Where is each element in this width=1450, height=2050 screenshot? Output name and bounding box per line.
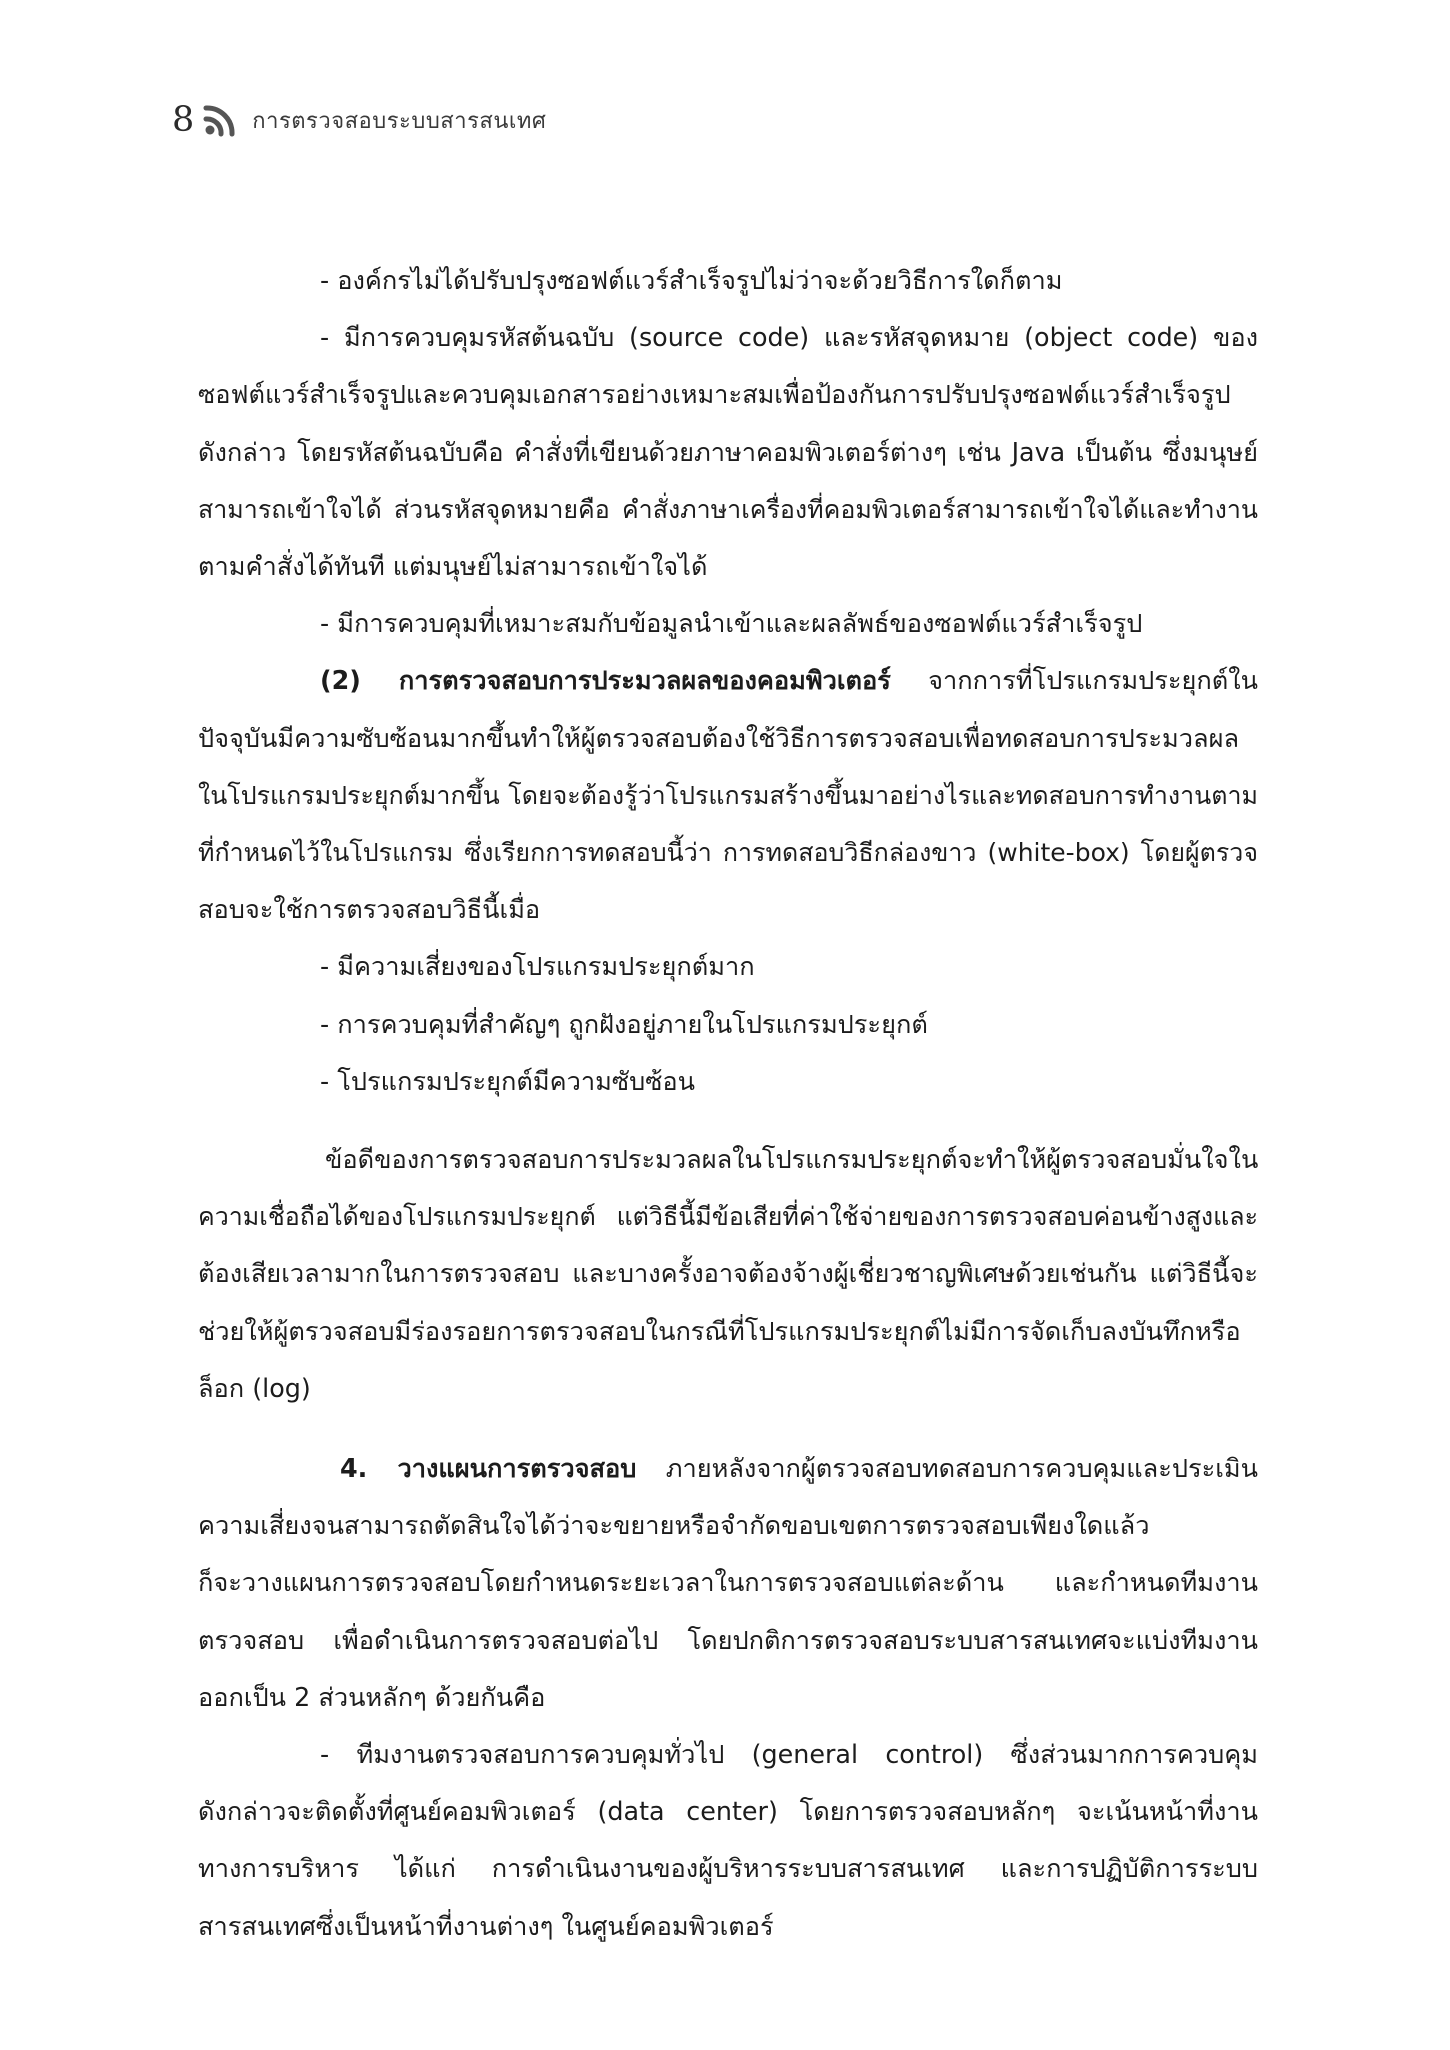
page-number: 8 xyxy=(172,100,195,140)
paragraph-line: สอบจะใช้การตรวจสอบวิธีนี้เมื่อ xyxy=(198,894,541,925)
paragraph-line: ซอฟต์แวร์สำเร็จรูปและควบคุมเอกสารอย่างเหมาะสมเพื่อป้องกันการปรับปรุงซอฟต์แวร์สำเร็จรูป xyxy=(198,379,1231,410)
running-header-title: การตรวจสอบระบบสารสนเทศ xyxy=(252,109,547,134)
bullet-line: - มีความเสี่ยงของโปรแกรมประยุกต์มาก xyxy=(320,951,755,982)
paragraph-line: ข้อดีของการตรวจสอบการประมวลผลในโปรแกรมประยุกต์จะทำให้ผู้ตรวจสอบมั่นใจใน xyxy=(325,1144,1259,1175)
paragraph-line: ก็จะวางแผนการตรวจสอบโดยกำหนดระยะเวลาในการตรวจสอบแต่ละด้าน และกำหนดทีมงาน xyxy=(198,1567,1258,1598)
document-body xyxy=(198,252,1258,1955)
section-heading-line xyxy=(198,1440,1258,1497)
paragraph-line: ในโปรแกรมประยุกต์มากขึ้น โดยจะต้องรู้ว่าโปรแกรมสร้างขึ้นมาอย่างไรและทดสอบการทำงานตาม xyxy=(198,780,1258,810)
paragraph-line: ปัจจุบันมีความซับซ้อนมากขึ้นทำให้ผู้ตรวจสอบต้องใช้วิธีการตรวจสอบเพื่อทดสอบการประมวลผล xyxy=(198,722,1240,753)
paragraph-text: ภายหลังจากผู้ตรวจสอบทดสอบการควบคุมและประเมิน xyxy=(665,1453,1259,1484)
bullet-line: - การควบคุมที่สำคัญๆ ถูกฝังอยู่ภายในโปรแกรมประยุกต์ xyxy=(320,1008,928,1039)
paragraph-line: สามารถเข้าใจได้ ส่วนรหัสจุดหมายคือ คำสั่งภาษาเครื่องที่คอมพิวเตอร์สามารถเข้าใจได้และทำงาน xyxy=(198,494,1258,524)
paragraph-line: ความเชื่อถือได้ของโปรแกรมประยุกต์ แต่วิธีนี้มีข้อเสียที่ค่าใช้จ่ายของการตรวจสอบค่อนข้างสูงและ xyxy=(198,1202,1258,1232)
paragraph-line: ออกเป็น 2 ส่วนหลักๆ ด้วยกันคือ xyxy=(198,1681,546,1712)
paragraph-line: ทางการบริหาร ได้แก่ การดำเนินงานของผู้บริหารระบบสารสนเทศ และการปฏิบัติการระบบ xyxy=(198,1853,1258,1884)
paragraph-line: ดังกล่าวจะติดตั้งที่ศูนย์คอมพิวเตอร์ (data center) โดยการตรวจสอบหลักๆ จะเน้นหน้าที่งาน xyxy=(198,1796,1258,1827)
section-heading-line xyxy=(198,652,1258,709)
paragraph-line: ล็อก (log) xyxy=(198,1372,311,1403)
section-heading: 4. วางแผนการตรวจสอบ xyxy=(340,1453,637,1484)
paragraph-line: ความเสี่ยงจนสามารถตัดสินใจได้ว่าจะขยายหรือจำกัดขอบเขตการตรวจสอบเพียงใดแล้ว xyxy=(198,1510,1150,1541)
paragraph-line: ตามคำสั่งได้ทันที แต่มนุษย์ไม่สามารถเข้าใจได้ xyxy=(198,551,708,582)
paragraph-line: ช่วยให้ผู้ตรวจสอบมีร่องรอยการตรวจสอบในกรณีที่โปรแกรมประยุกต์ไม่มีการจัดเก็บลงบันทึกหรือ xyxy=(198,1315,1241,1346)
paragraph-line: ที่กำหนดไว้ในโปรแกรม ซึ่งเรียกการทดสอบนี้ว่า การทดสอบวิธีกล่องขาว (white-box) โดยผู้ตรวจ xyxy=(198,838,1258,868)
bullet-line: - ทีมงานตรวจสอบการควบคุมทั่วไป (general control) ซึ่งส่วนมากการควบคุม xyxy=(320,1739,1258,1770)
paragraph-line: สารสนเทศซึ่งเป็นหน้าที่งานต่างๆ ในศูนย์คอมพิวเตอร์ xyxy=(198,1910,774,1941)
bullet-line: - มีการควบคุมรหัสต้นฉบับ (source code) และรหัสจุดหมาย (object code) ของ xyxy=(320,322,1258,353)
paragraph-text: จากการที่โปรแกรมประยุกต์ใน xyxy=(928,665,1258,696)
paragraph-line: ตรวจสอบ เพื่อดำเนินการตรวจสอบต่อไป โดยปกติการตรวจสอบระบบสารสนเทศจะแบ่งทีมงาน xyxy=(198,1624,1258,1655)
paragraph-line: ดังกล่าว โดยรหัสต้นฉบับคือ คำสั่งที่เขียนด้วยภาษาคอมพิวเตอร์ต่างๆ เช่น Java เป็นต้น ซึ่งมนุษย์ xyxy=(198,436,1258,467)
bullet-line: - มีการควบคุมที่เหมาะสมกับข้อมูลนำเข้าและผลลัพธ์ของซอฟต์แวร์สำเร็จรูป xyxy=(320,608,1143,639)
paragraph-line: ต้องเสียเวลามากในการตรวจสอบ และบางครั้งอาจต้องจ้างผู้เชี่ยวชาญพิเศษด้วยเช่นกัน แต่วิธีนี้จะ xyxy=(198,1258,1258,1289)
bullet-line: - องค์กรไม่ได้ปรับปรุงซอฟต์แวร์สำเร็จรูปไม่ว่าจะด้วยวิธีการใดก็ตาม xyxy=(320,265,1063,295)
section-heading: (2) การตรวจสอบการประมวลผลของคอมพิวเตอร์ xyxy=(320,665,891,696)
page-header xyxy=(172,96,546,144)
bullet-line: - โปรแกรมประยุกต์มีความซับซ้อน xyxy=(320,1065,696,1096)
wifi-signal-icon xyxy=(202,102,242,138)
